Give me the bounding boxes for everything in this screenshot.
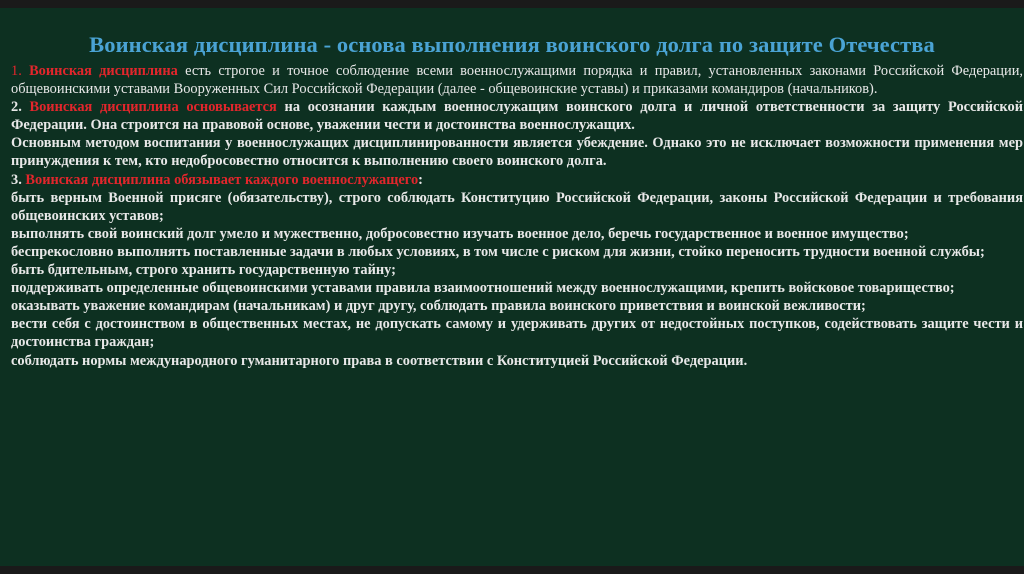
- paragraph-1-text: есть строгое и точное соблюдение всеми военнослужащими порядка и правил, установленных законами Российской Федерации, общевоинскими уставами Вооруженных Сил Российской Федерации (далее - общевоинские уставы) и приказами командиров (начальников).: [11, 63, 1023, 98]
- slide-body: [11, 62, 1023, 370]
- paragraph-3: [11, 171, 1023, 189]
- paragraph-2: [11, 98, 1023, 134]
- duty-item: быть верным Военной присяге (обязательству), строго соблюдать Конституцию Российской Федерации, законы Российской Федерации и требования общевоинских уставов;: [11, 189, 1023, 224]
- duty-item: беспрекословно выполнять поставленные задачи в любых условиях, в том числе с риском для жизни, стойко переносить трудности военной службы;: [11, 243, 985, 260]
- paragraph-2-number: 2.: [11, 99, 22, 116]
- paragraph-1: [11, 62, 1023, 98]
- paragraph-2-text: на осознании каждым военнослужащим воинского долга и личной ответственности за защиту Российской Федерации. Она строится на правовой основе, уважении чести и достоинства военнослужащих.: [11, 99, 1023, 134]
- duty-item: быть бдительным, строго хранить государственную тайну;: [11, 262, 396, 279]
- paragraph-2b: Основным методом воспитания у военнослужащих дисциплинированности является убеждение. Однако это не исключает возможности применения мер принуждения к тем, кто недобросовестно относится к выполнению своего воинского долга.: [11, 135, 1023, 170]
- duty-item: поддерживать определенные общевоинскими уставами правила взаимоотношений между военнослужащими, крепить войсковое товарищество;: [11, 280, 955, 297]
- paragraph-3-colon: :: [418, 171, 423, 188]
- paragraph-2-term: Воинская дисциплина основывается: [29, 99, 277, 116]
- duty-item: соблюдать нормы международного гуманитарного права в соответствии с Конституцией Российской Федерации.: [11, 352, 748, 369]
- duty-item: выполнять свой воинский долг умело и мужественно, добросовестно изучать военное дело, беречь государственное и военное имущество;: [11, 225, 909, 242]
- duty-item: оказывать уважение командирам (начальникам) и друг другу, соблюдать правила воинского приветствия и воинской вежливости;: [11, 298, 866, 315]
- paragraph-1-term: Воинская дисциплина: [29, 63, 178, 79]
- duty-item: вести себя с достоинством в общественных местах, не допускать самому и удерживать других от недостойных поступков, содействовать защите чести и достоинства граждан;: [11, 316, 1023, 351]
- paragraph-3-number: 3.: [11, 171, 22, 188]
- paragraph-1-number: 1.: [11, 63, 22, 79]
- paragraph-3-term: Воинская дисциплина обязывает каждого военнослужащего: [25, 171, 419, 188]
- slide-title: Воинская дисциплина - основа выполнения воинского долга по защите Отечества: [89, 32, 935, 57]
